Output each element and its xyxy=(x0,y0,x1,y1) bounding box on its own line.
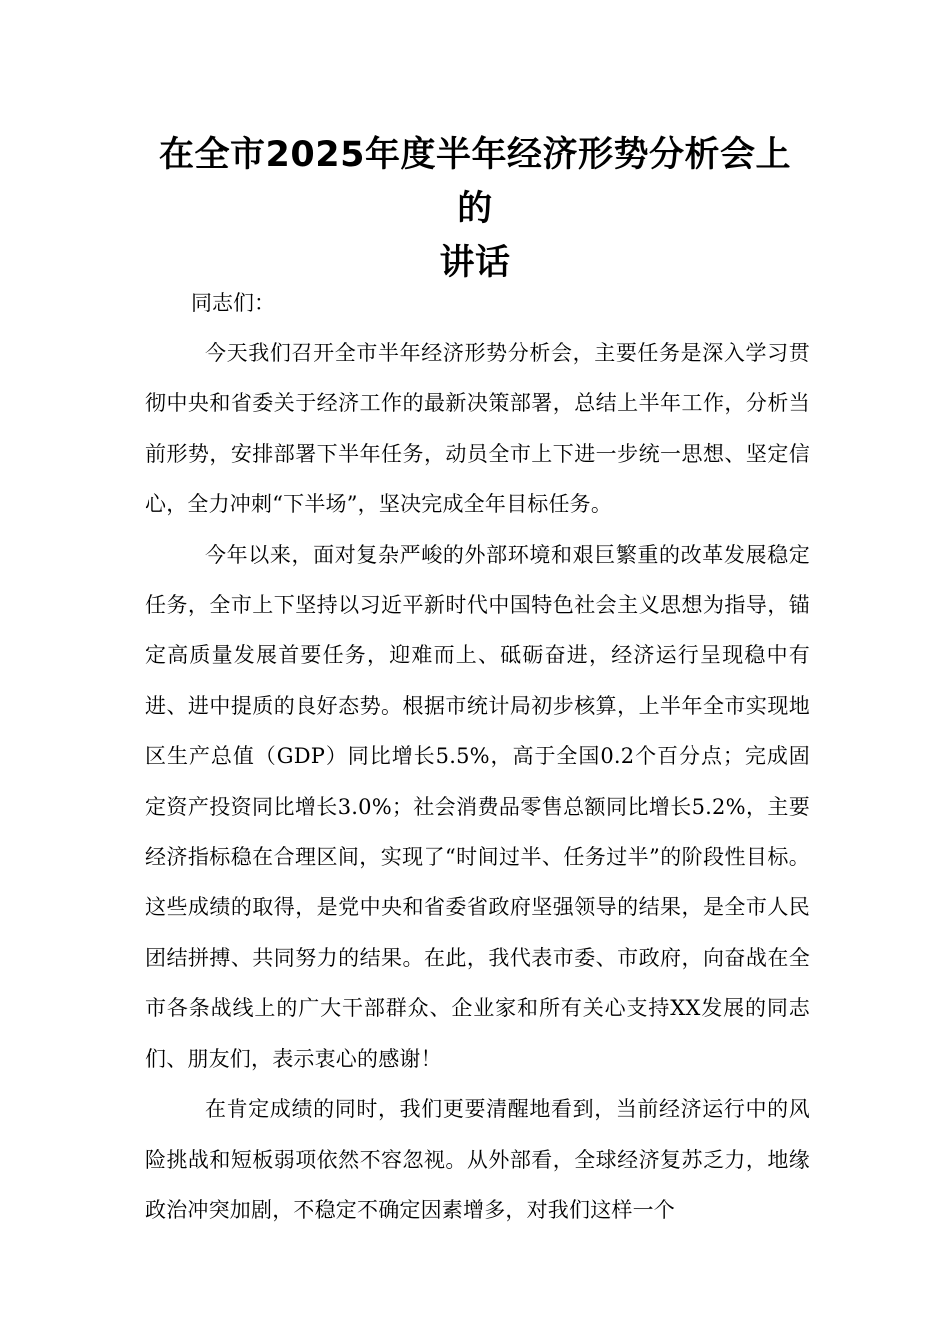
document-body xyxy=(145,278,810,1235)
paragraph-opening: 今天我们召开全市半年经济形势分析会，主要任务是深入学习贯彻中央和省委关于经济工作的最新决策部署，总结上半年工作，分析当前形势，安排部署下半年任务，动员全市上下进一步统一思想、坚定信心，全力冲刺“下半场”，坚决完成全年目标任务。 xyxy=(145,341,810,517)
salutation: 同志们： xyxy=(191,291,275,315)
title-line-2: 讲话 xyxy=(439,243,511,283)
document-title xyxy=(145,128,805,290)
paragraph-achievements: 今年以来，面对复杂严峻的外部环境和艰巨繁重的改革发展稳定任务，全市上下坚持以习近平新时代中国特色社会主义思想为指导，锚定高质量发展首要任务，迎难而上、砥砺奋进，经济运行呈现稳中有进、进中提质的良好态势。根据市统计局初步核算，上半年全市实现地区生产总值（GDP）同比增长5.5%，高于全国0.2个百分点；完成固定资产投资同比增长3.0%；社会消费品零售总额同比增长5.2%，主要经济指标稳在合理区间，实现了“时间过半、任务过半”的阶段性目标。这些成绩的取得，是党中央和省委省政府坚强领导的结果，是全市人民团结拼搏、共同努力的结果。在此，我代表市委、市政府，向奋战在全市各条战线上的广大干部群众、企业家和所有关心支持XX发展的同志们、朋友们，表示衷心的感谢！ xyxy=(145,542,810,1071)
title-line-1: 在全市2025年度半年经济形势分析会上的 xyxy=(159,135,791,229)
paragraph-challenges: 在肯定成绩的同时，我们更要清醒地看到，当前经济运行中的风险挑战和短板弱项依然不容忽视。从外部看，全球经济复苏乏力，地缘政治冲突加剧，不稳定不确定因素增多，对我们这样一个 xyxy=(145,1097,810,1222)
